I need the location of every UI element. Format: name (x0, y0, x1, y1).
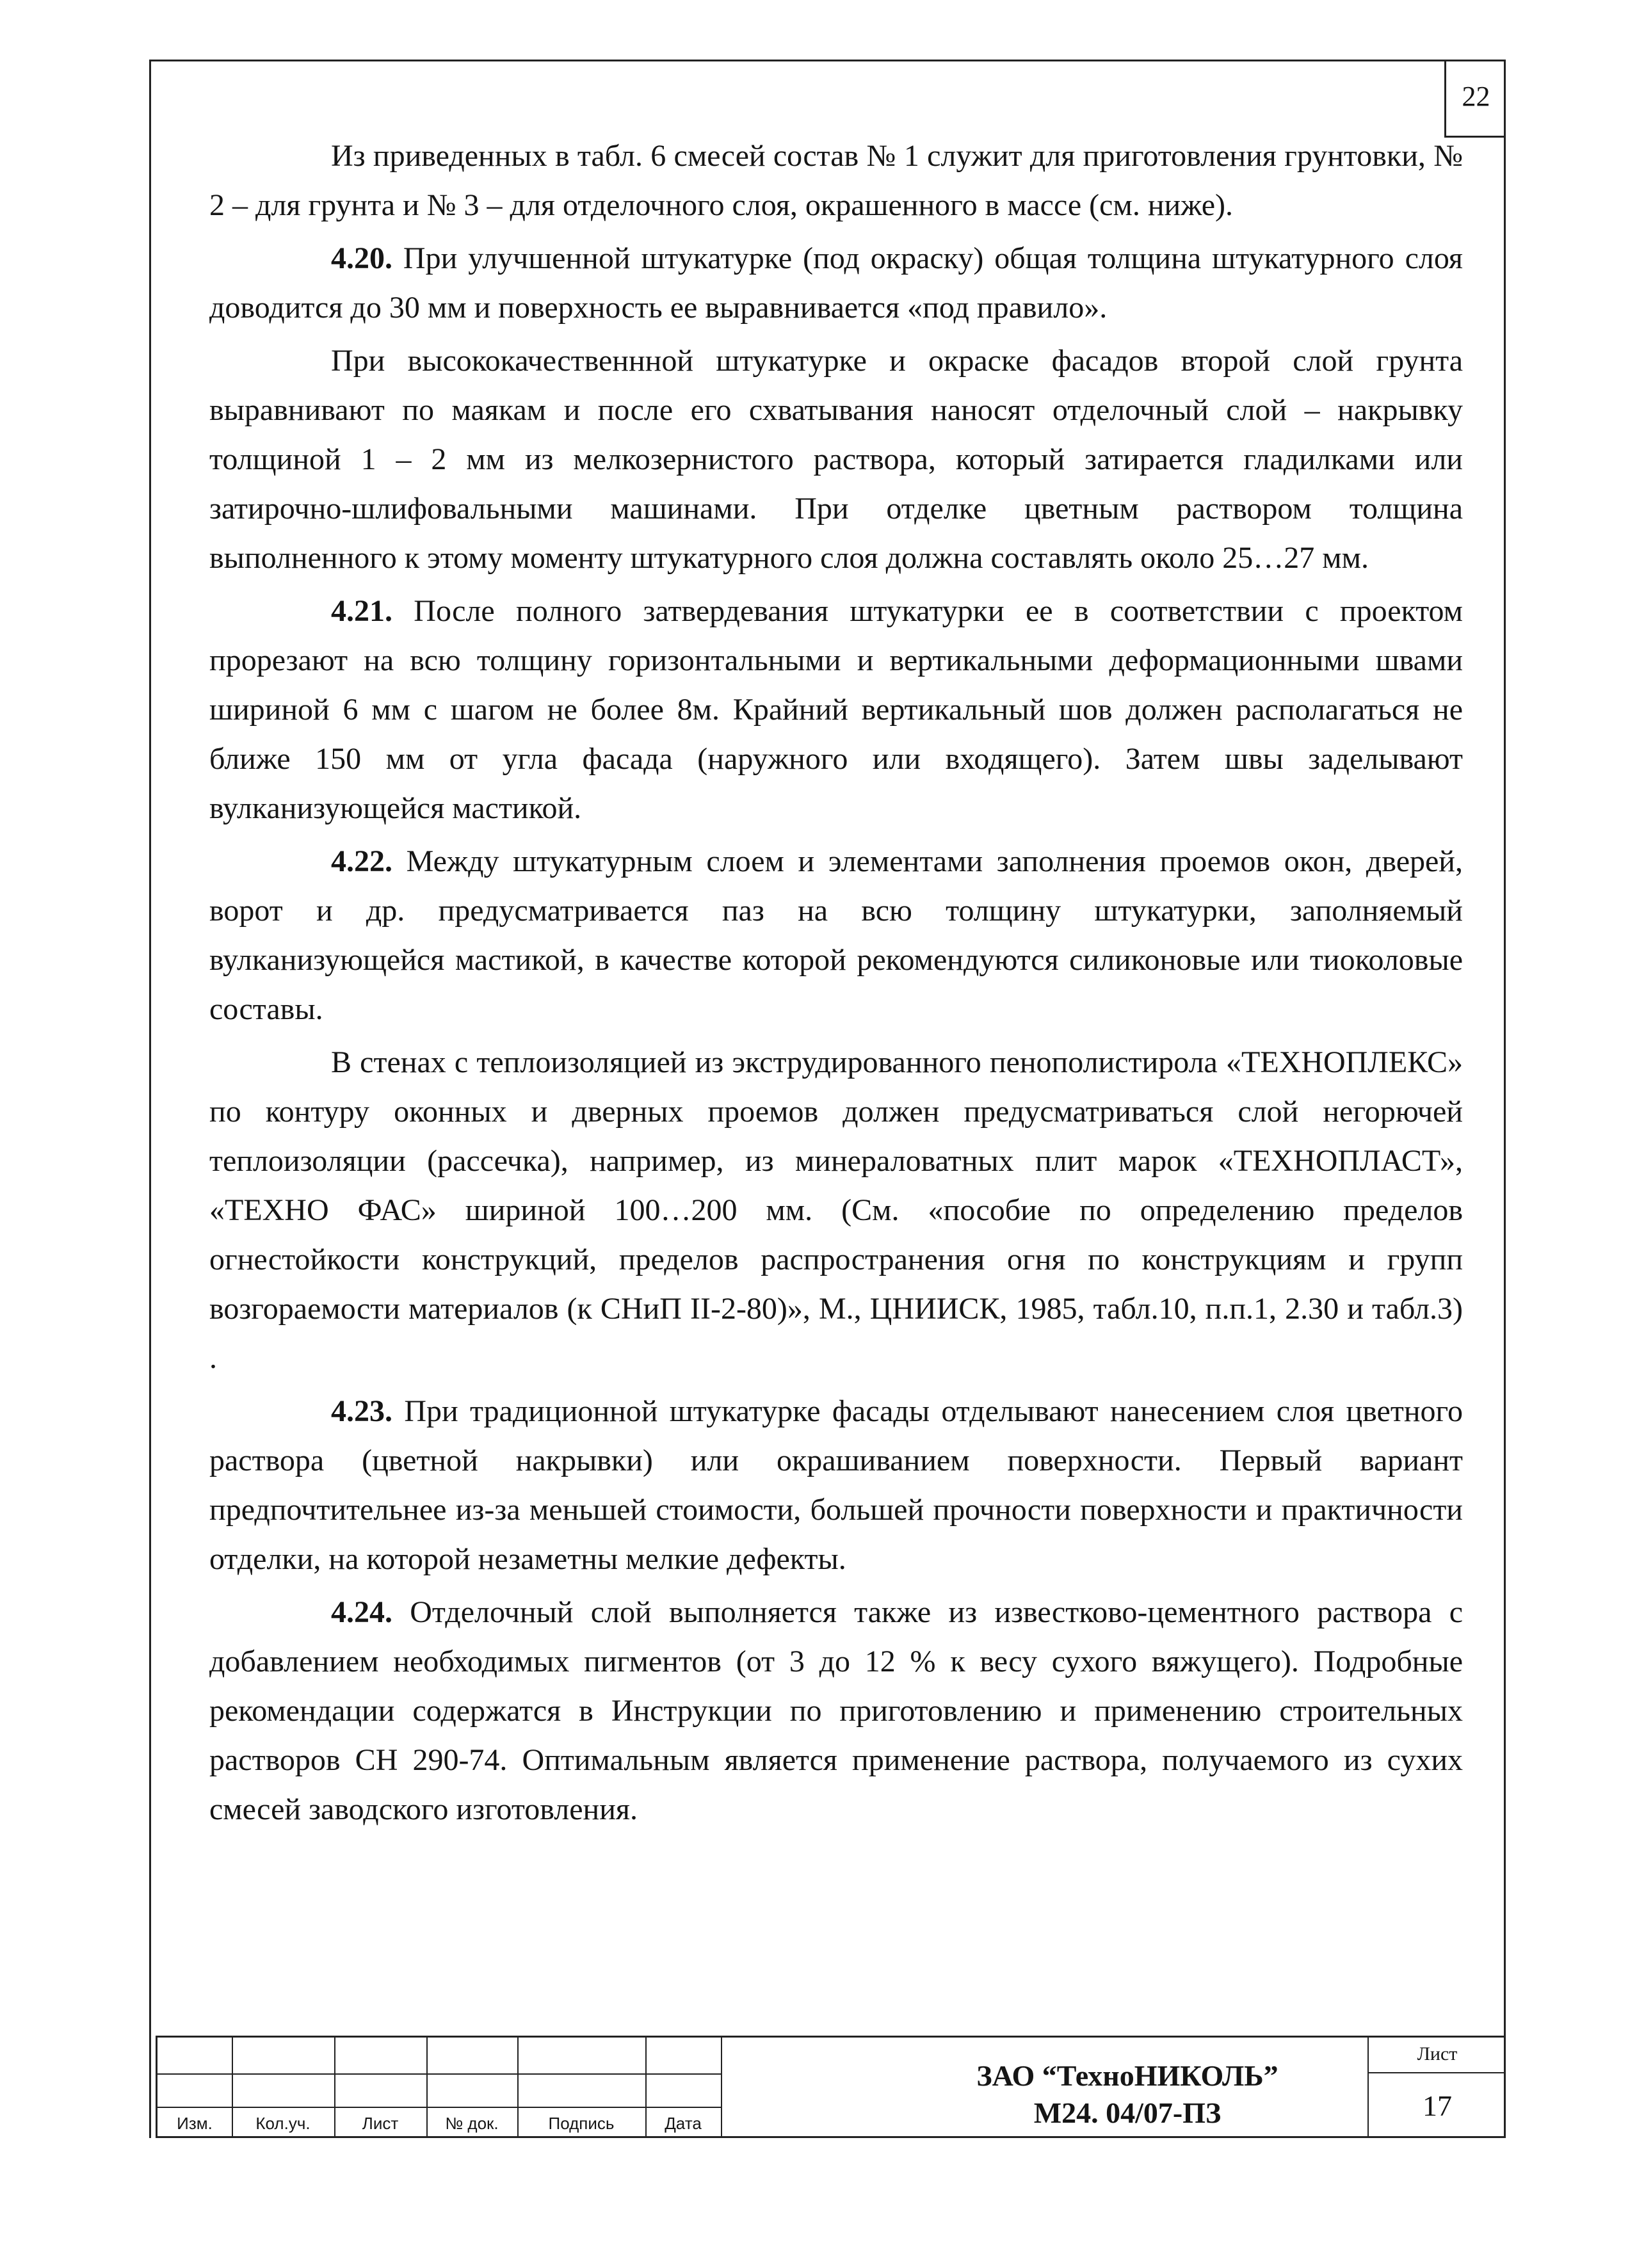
paragraph (209, 336, 1463, 583)
stamp-row-line (157, 2073, 721, 2075)
paragraph-number: 4.22. (331, 844, 392, 878)
stamp-col-date: Дата (665, 2114, 702, 2133)
title-block (156, 2036, 1506, 2138)
paragraph-text: Отделочный слой выполняется также из известково-цементного раствора с добавлением необходимых пигментов (от 3 до 12 % к весу сухого вяжущего). Подробные рекомендации содержатся в Инструкции по приготовлению и применению строительных растворов СН 290-74. Оптимальным является применение раствора, получаемого из сухих смесей заводского изготовления. (209, 1595, 1463, 1826)
paragraph (209, 586, 1463, 833)
paragraph (209, 1387, 1463, 1584)
stamp-col-signature: Подпись (548, 2114, 615, 2133)
sheet-label: Лист (1417, 2043, 1458, 2064)
paragraph (209, 1038, 1463, 1383)
stamp-row-line (157, 2107, 721, 2108)
sheet-number: 17 (1423, 2089, 1452, 2122)
paragraph-number: 4.23. (331, 1394, 392, 1428)
stamp-col-doc-num: № док. (445, 2114, 499, 2133)
paragraph-text: При высококачественнной штукатурке и окраске фасадов второй слой грунта выравнивают по маякам и после его схватывания наносят отделочный слой – накрывку толщиной 1 – 2 мм из мелкозернистого раствора, который затирается гладилками или затирочно-шлифовальными машинами. При отделке цветным раствором толщина выполненного к этому моменту штукатурного слоя должна составлять около 25…27 мм. (209, 344, 1463, 575)
paragraph-number: 4.20. (331, 241, 392, 275)
paragraph-number: 4.21. (331, 594, 392, 628)
document-body (209, 131, 1463, 1838)
organization-name: ЗАО “ТехноНИКОЛЬ” (976, 2059, 1278, 2092)
paragraph (209, 1588, 1463, 1834)
top-page-number-box (1444, 60, 1506, 138)
top-page-number: 22 (1462, 81, 1490, 112)
paragraph-text: После полного затвердевания штукатурки ее в соответствии с проектом прорезают на всю толщину горизонтальными и вертикальными деформационными швами шириной 6 мм с шагом не более 8м. Крайний вертикальный шов должен располагаться не ближе 150 мм от угла фасада (наружного или входящего). Затем швы заделывают вулканизующейся мастикой. (209, 594, 1463, 825)
paragraph-text: При традиционной штукатурке фасады отделывают нанесением слоя цветного раствора (цветной накрывки) или окрашиванием поверхности. Первый вариант предпочтительнее из-за меньшей стоимости, большей прочности поверхности и практичности отделки, на которой незаметны мелкие дефекты. (209, 1394, 1463, 1576)
paragraph (209, 131, 1463, 230)
paragraph-text: В стенах с теплоизоляцией из экструдированного пенополистирола «ТЕХНОПЛЕКС» по контуру оконных и дверных проемов должен предусматриваться слой негорючей теплоизоляции (рассечка), например, из минераловатных плит марок «ТЕХНОПЛАСТ», «ТЕХНО ФАС» шириной 100…200 мм. (См. «пособие по определению пределов огнестойкости конструкций, пределов распространения огня по конструкциям и групп возгораемости материалов (к СНиП II-2-80)», М., ЦНИИСК, 1985, табл.10, п.п.1, 2.30 и табл.3) . (209, 1045, 1463, 1375)
stamp-col-kol-uch: Кол.уч. (255, 2114, 310, 2133)
document-code: М24. 04/07-ПЗ (1033, 2096, 1222, 2129)
paragraph (209, 234, 1463, 332)
stamp-col-list: Лист (362, 2114, 399, 2133)
stamp-col-izm: Изм. (177, 2114, 213, 2133)
paragraph-number: 4.24. (331, 1595, 392, 1629)
paragraph-text: Между штукатурным слоем и элементами заполнения проемов окон, дверей, ворот и др. предусматривается паз на всю толщину штукатурки, заполняемый вулканизующейся мастикой, в качестве которой рекомендуются силиконовые или тиоколовые составы. (209, 844, 1463, 1026)
paragraph-text: Из приведенных в табл. 6 смесей состав № 1 служит для приготовления грунтовки, № 2 – для грунта и № 3 – для отделочного слоя, окрашенного в массе (см. ниже). (209, 139, 1463, 222)
stamp-divider (721, 2038, 722, 2136)
paragraph-text: При улучшенной штукатурке (под окраску) общая толщина штукатурного слоя доводится до 30 мм и поверхность ее выравнивается «под правило». (209, 241, 1463, 325)
paragraph (209, 837, 1463, 1034)
